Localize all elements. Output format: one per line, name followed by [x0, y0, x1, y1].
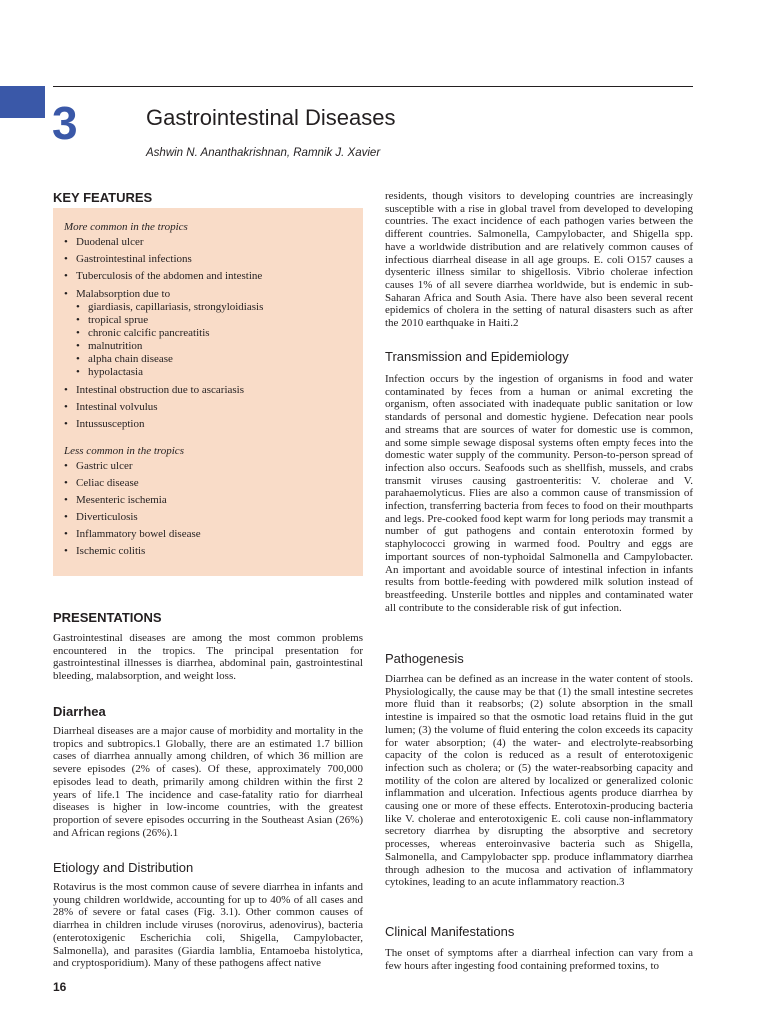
etiology-paragraph: Rotavirus is the most common cause of severe diarrhea in infants and young children worldwide, accounting for up to 40% of all cases and 28% of severe or fatal cases (Fig. 3.1). Other common causes of diarrhea in children include viruses (norovirus, adenovirus), bacteria (enterotoxigenic Escherichia coli, Shigella, Campylobacter, Salmonella), and parasites (Giardia lamblia, Entamoeba histolytica, and cryptosporidium). Many of these pathogens affect native	[53, 881, 363, 970]
list-item: • Duodenal ulcer	[64, 234, 353, 251]
page-number: 16	[53, 980, 67, 994]
more-common-heading: More common in the tropics	[64, 221, 188, 233]
list-item: • Mesenteric ischemia	[64, 492, 353, 509]
chapter-authors: Ashwin N. Ananthakrishnan, Ramnik J. Xavier	[146, 147, 381, 159]
list-item: • Gastrointestinal infections	[64, 251, 353, 268]
less-common-heading: Less common in the tropics	[64, 445, 184, 457]
sublist-item: • malnutrition	[76, 340, 353, 353]
pathogenesis-heading: Pathogenesis	[385, 651, 464, 666]
presentations-paragraph: Gastrointestinal diseases are among the most common problems encountered in the tropics. The principal presentation for gastrointestinal illnesses is diarrhea, abdominal pain, gastrointestinal bleeding, malabsorption, and weight loss.	[53, 632, 363, 683]
pathogenesis-paragraph: Diarrhea can be defined as an increase in the water content of stools. Physiologically, the cause may be that (1) the small intestine secretes more fluid than it reabsorbs; (2) solute absorption in the small intestine is impaired so that the osmotic load retains fluid in the gut lumen; (3) the volume of fluid entering the colon exceeds its capacity for water absorption; (4) the water- and electrolyte-reabsorbing capacity of the colon is reduced as a result of enterotoxigenic infection such as cholera; or (5) the water-reabsorbing capacity and motility of the colon are altered by localized or generalized colonic inflammation and ulceration. Infectious agents produce diarrhea by causing one or more of these effects. Enterotoxin-producing bacteria like V. cholerae and enterotoxigenic E. coli cause non-inflammatory secretory diarrhea by disrupting the absorptive and secretory processes, whereas enteroinvasive bacteria such as Shigella, Salmonella, and Campylobacter spp. produce inflammatory diarrhea through adhesion to the mucosa and activation of inflammatory cytokines, leading to an acute inflammatory reaction.3	[385, 673, 693, 889]
list-item: • Tuberculosis of the abdomen and intestine	[64, 268, 353, 285]
list-item: • Inflammatory bowel disease	[64, 526, 353, 543]
list-item: • Intussusception	[64, 416, 353, 433]
clinical-paragraph: The onset of symptoms after a diarrheal infection can vary from a few hours after ingesting food containing preformed toxins, to	[385, 947, 693, 972]
chapter-title: Gastrointestinal Diseases	[146, 105, 396, 130]
presentations-heading: PRESENTATIONS	[53, 610, 162, 625]
list-item	[64, 285, 353, 379]
sublist-item: • hypolactasia	[76, 366, 353, 379]
list-item: • Intestinal obstruction due to ascariasis	[64, 379, 353, 399]
chapter-color-tab	[0, 86, 45, 118]
more-common-list	[64, 234, 353, 433]
diarrhea-paragraph: Diarrheal diseases are a major cause of morbidity and mortality in the tropics and subtropics.1 Globally, there are an estimated 1.7 billion cases of diarrhea annually among children, of which 36 million are severe episodes (2% of cases). Of these, approximately 700,000 episodes lead to death, primarily among children within the first 2 years of life.1 The incidence and case-fatality ratio for diarrheal diseases is higher in low-income countries, with the greatest proportion of severe episodes occurring in the Southeast Asian (26%) and African regions (26%).1	[53, 725, 363, 839]
chapter-number: 3	[52, 97, 78, 149]
intro-continued-paragraph: residents, though visitors to developing countries are increasingly susceptible with a rise in global travel from developed to developing countries. The exact incidence of each pathogen varies between the different countries. Salmonella, Campylobacter, and Shigella spp. have a worldwide distribution and are relatively common causes of infectious diarrheal disease in all age groups. E. coli O157 causes a dysenteric illness similar to shigellosis. Vibrio cholerae infection causes 1% of all severe diarrhea worldwide, but is endemic in sub-Saharan Africa and South Asia. There have also been several recent epidemics of cholera in the setting of natural disasters such as after the 2010 earthquake in Haiti.2	[385, 190, 693, 330]
list-item: • Intestinal volvulus	[64, 399, 353, 416]
malabsorption-sublist	[76, 301, 353, 379]
clinical-heading: Clinical Manifestations	[385, 924, 515, 939]
header-rule	[53, 86, 693, 87]
transmission-paragraph: Infection occurs by the ingestion of organisms in food and water contaminated by feces from a human or animal excreting the organism, often associated with inadequate public sanitation or low standards of personal and domestic hygiene. Defecation near pools and streams that are sources of water for domestic use is common, and some simple sewage disposal systems often empty feces into the domestic water supply of the community. Person-to-person spread of infection also occurs. Seafoods such as shellfish, mussels, and crabs transmit viruses causing gastroenteritis: V. cholerae and V. parahaemolyticus. Flies are also a common cause of transmission of infection, transferring bacteria from feces to food on their mouthparts and legs. Pre-cooked food kept warm for long periods may transmit a number of gut pathogens and contain enterotoxin formed by staphylococci growing in warmed food. Poultry and eggs are important sources of non-typhoidal Salmonella and Campylobacter. An important and avoidable source of intestinal infection in infants results from bottle-feeding with powdered milk solution instead of breastfeeding. Unsterile bottles and nipples and contaminated water all contribute to the considerable risk of gut infection.	[385, 373, 693, 614]
diarrhea-heading: Diarrhea	[53, 704, 106, 719]
sublist-item: • giardiasis, capillariasis, strongyloidiasis	[76, 301, 353, 314]
sublist-item: • alpha chain disease	[76, 353, 353, 366]
transmission-heading: Transmission and Epidemiology	[385, 349, 569, 364]
key-features-heading: KEY FEATURES	[53, 190, 153, 205]
list-item: • Ischemic colitis	[64, 543, 353, 560]
list-item: • Gastric ulcer	[64, 458, 353, 475]
list-item: • Celiac disease	[64, 475, 353, 492]
less-common-list	[64, 458, 353, 560]
etiology-heading: Etiology and Distribution	[53, 860, 194, 875]
malabsorption-label: Malabsorption due to	[76, 288, 171, 300]
sublist-item: • chronic calcific pancreatitis	[76, 327, 353, 340]
key-features-box	[53, 208, 363, 576]
list-item: • Diverticulosis	[64, 509, 353, 526]
sublist-item: • tropical sprue	[76, 314, 353, 327]
